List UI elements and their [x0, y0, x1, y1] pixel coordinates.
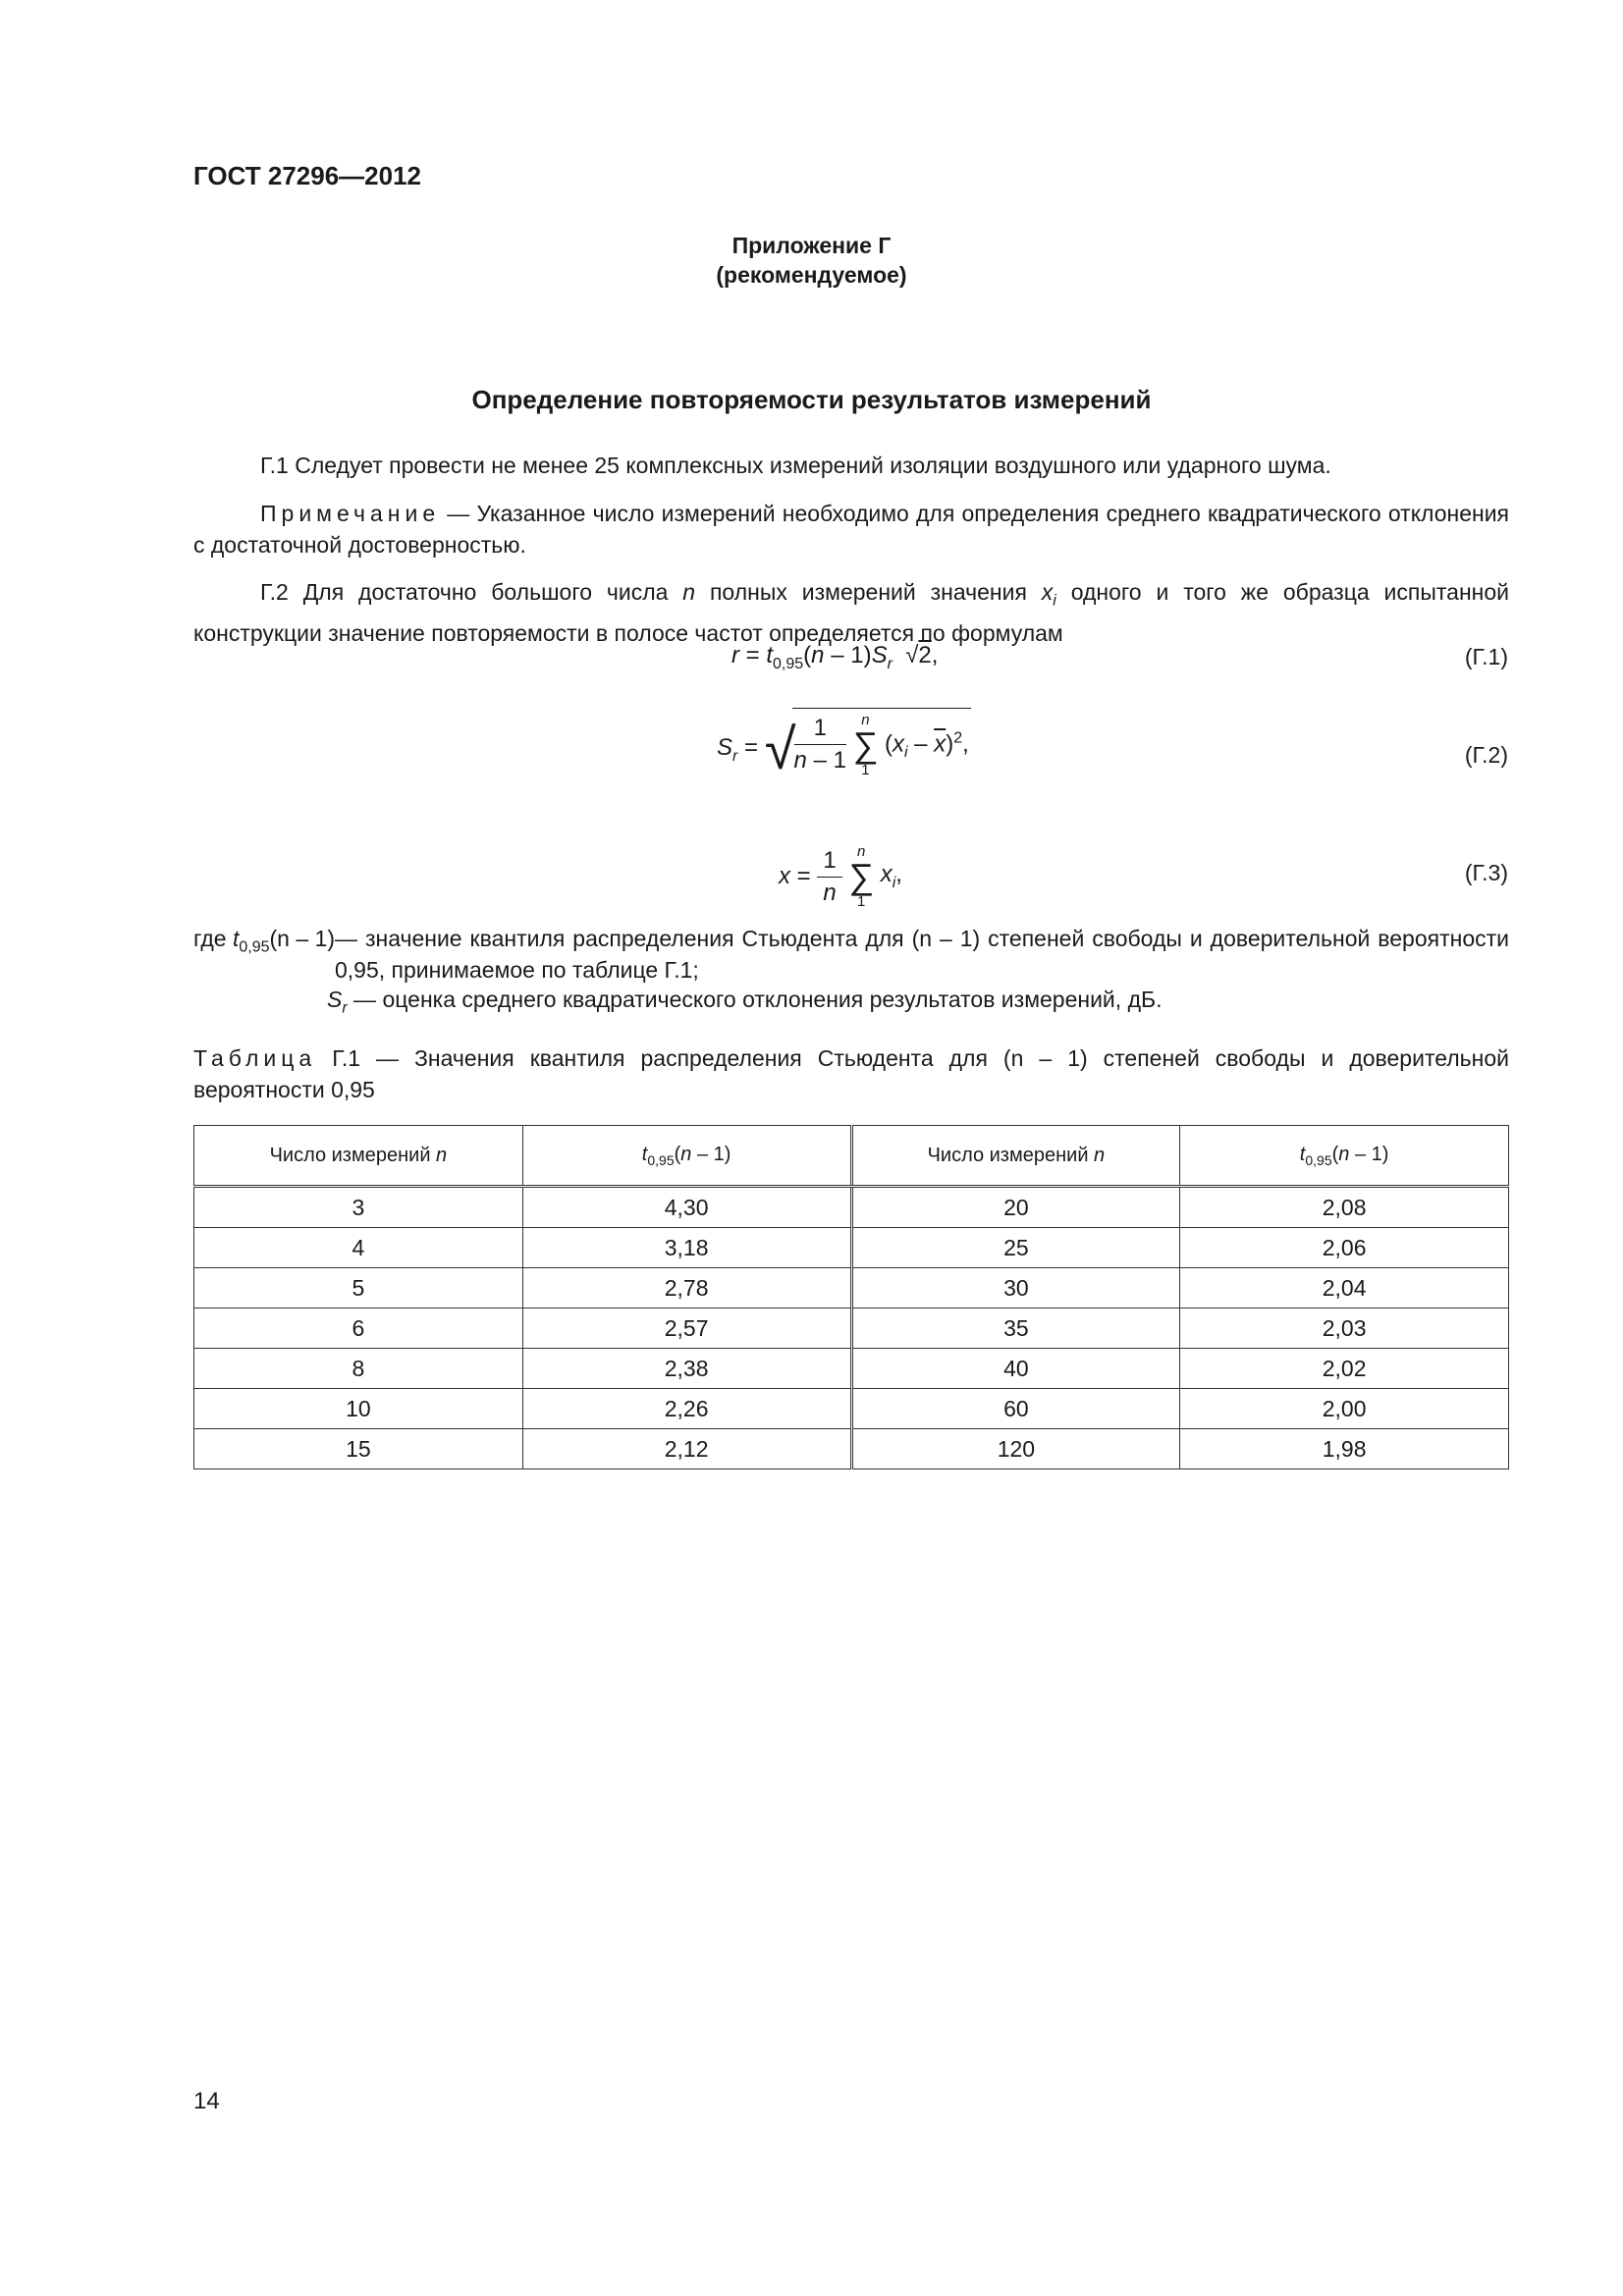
- def-sr-text: — оценка среднего квадратического отклонения результатов измерений, дБ.: [347, 987, 1163, 1012]
- def-sr-sub: r: [342, 999, 348, 1017]
- table-caption: [193, 1042, 1509, 1105]
- table-cell: 4: [194, 1228, 523, 1268]
- table-cell: 2,26: [522, 1389, 851, 1429]
- table-cell: 30: [851, 1268, 1180, 1308]
- standard-number: ГОСТ 27296—2012: [193, 161, 421, 190]
- def-t: t: [232, 926, 240, 951]
- table-cell: 1,98: [1180, 1429, 1509, 1469]
- paragraph-g2: [193, 576, 1509, 649]
- appendix-status: (рекомендуемое): [716, 262, 907, 288]
- table-row: [194, 1429, 1509, 1469]
- table-cell: 2,00: [1180, 1389, 1509, 1429]
- para2-x: x: [1041, 579, 1054, 605]
- table-cell: 15: [194, 1429, 523, 1469]
- table-cell: 2,03: [1180, 1308, 1509, 1349]
- formula-g3-number: (Г.3): [1464, 860, 1508, 885]
- para2-mid: полных измерений значения: [695, 579, 1042, 605]
- note-label: Примечание: [260, 501, 441, 526]
- table-cell: 2,02: [1180, 1349, 1509, 1389]
- table-cell: 8: [194, 1349, 523, 1389]
- def-where: где: [193, 926, 233, 951]
- table-cell: 120: [851, 1429, 1180, 1469]
- table-row: [194, 1228, 1509, 1268]
- table-cell: 6: [194, 1308, 523, 1349]
- table-cell: 25: [851, 1228, 1180, 1268]
- table-header-row: [194, 1126, 1509, 1187]
- paragraph-g1: Г.1 Следует провести не менее 25 комплексных измерений изоляции воздушного или ударного шума.: [260, 453, 1331, 478]
- page-number: 14: [193, 2088, 220, 2114]
- formula-g2-number: (Г.2): [1464, 742, 1508, 768]
- table-cell: 2,04: [1180, 1268, 1509, 1308]
- table-cell: 3: [194, 1187, 523, 1228]
- def-t-sub: 0,95: [239, 938, 270, 956]
- table-row: [194, 1308, 1509, 1349]
- table-cell: 2,78: [522, 1268, 851, 1308]
- header-count-2: Число измерений n: [851, 1126, 1180, 1187]
- formula-g2: $S_r$ = √ $\frac{1}{n - 1}$ n ∑ 1 $(x_i - \overline{x})^2$,: [717, 721, 971, 778]
- table-caption-text: Г.1 — Значения квантиля распределения Стьюдента для (n – 1) степеней свободы и доверительной вероятности 0,95: [193, 1045, 1509, 1102]
- note-text: — Указанное число измерений необходимо для определения среднего квадратического отклонения с достаточной достоверностью.: [193, 501, 1509, 558]
- def-t-text: — значение квантиля распределения Стьюдента для (n – 1) степеней свободы и доверительной вероятности 0,95, принимаемое по таблице Г.1;: [334, 926, 1509, 983]
- header-count-1: Число измерений n: [194, 1126, 523, 1187]
- definition-t: [193, 923, 1509, 986]
- appendix-name: Приложение Г: [731, 233, 892, 258]
- table-cell: 35: [851, 1308, 1180, 1349]
- formula-g1-number: (Г.1): [1464, 644, 1508, 669]
- para2-end: одного и того же образца испытанной конструкции значение повторяемости в полосе частот определяется по формулам: [193, 579, 1509, 646]
- table-cell: 2,08: [1180, 1187, 1509, 1228]
- table-cell: 40: [851, 1349, 1180, 1389]
- para2-start: Г.2 Для достаточно большого числа: [260, 579, 683, 605]
- table-cell: 2,06: [1180, 1228, 1509, 1268]
- para2-n: n: [682, 579, 696, 605]
- table-row: [194, 1268, 1509, 1308]
- table-cell: 2,12: [522, 1429, 851, 1469]
- table-cell: 4,30: [522, 1187, 851, 1228]
- table-row: [194, 1349, 1509, 1389]
- def-t-rest: (n – 1): [269, 926, 335, 951]
- definition-sr: [327, 984, 1509, 1025]
- section-title: Определение повторяемости результатов измерений: [471, 385, 1152, 414]
- table-cell: 2,38: [522, 1349, 851, 1389]
- table-cell: 5: [194, 1268, 523, 1308]
- header-quantile-2: $t_{0,95}(n - 1)$: [1180, 1126, 1509, 1187]
- table-caption-label: Таблица: [193, 1045, 317, 1071]
- def-sr: S: [327, 987, 343, 1012]
- student-quantile-table: [193, 1125, 1509, 1469]
- table-row: [194, 1187, 1509, 1228]
- table-cell: 60: [851, 1389, 1180, 1429]
- formula-g1: $r = t_{0,95}(n - 1)S_r$ √2,: [731, 642, 939, 672]
- table-cell: 20: [851, 1187, 1180, 1228]
- note-paragraph: [193, 498, 1509, 561]
- table-cell: 3,18: [522, 1228, 851, 1268]
- table-row: [194, 1389, 1509, 1429]
- formula-g3: x = $\frac{1}{n}$ n ∑ 1 $x_i$,: [779, 843, 902, 910]
- table-cell: 10: [194, 1389, 523, 1429]
- para2-i: i: [1053, 592, 1056, 610]
- header-quantile-1: $t_{0,95}(n - 1)$: [522, 1126, 851, 1187]
- table-cell: 2,57: [522, 1308, 851, 1349]
